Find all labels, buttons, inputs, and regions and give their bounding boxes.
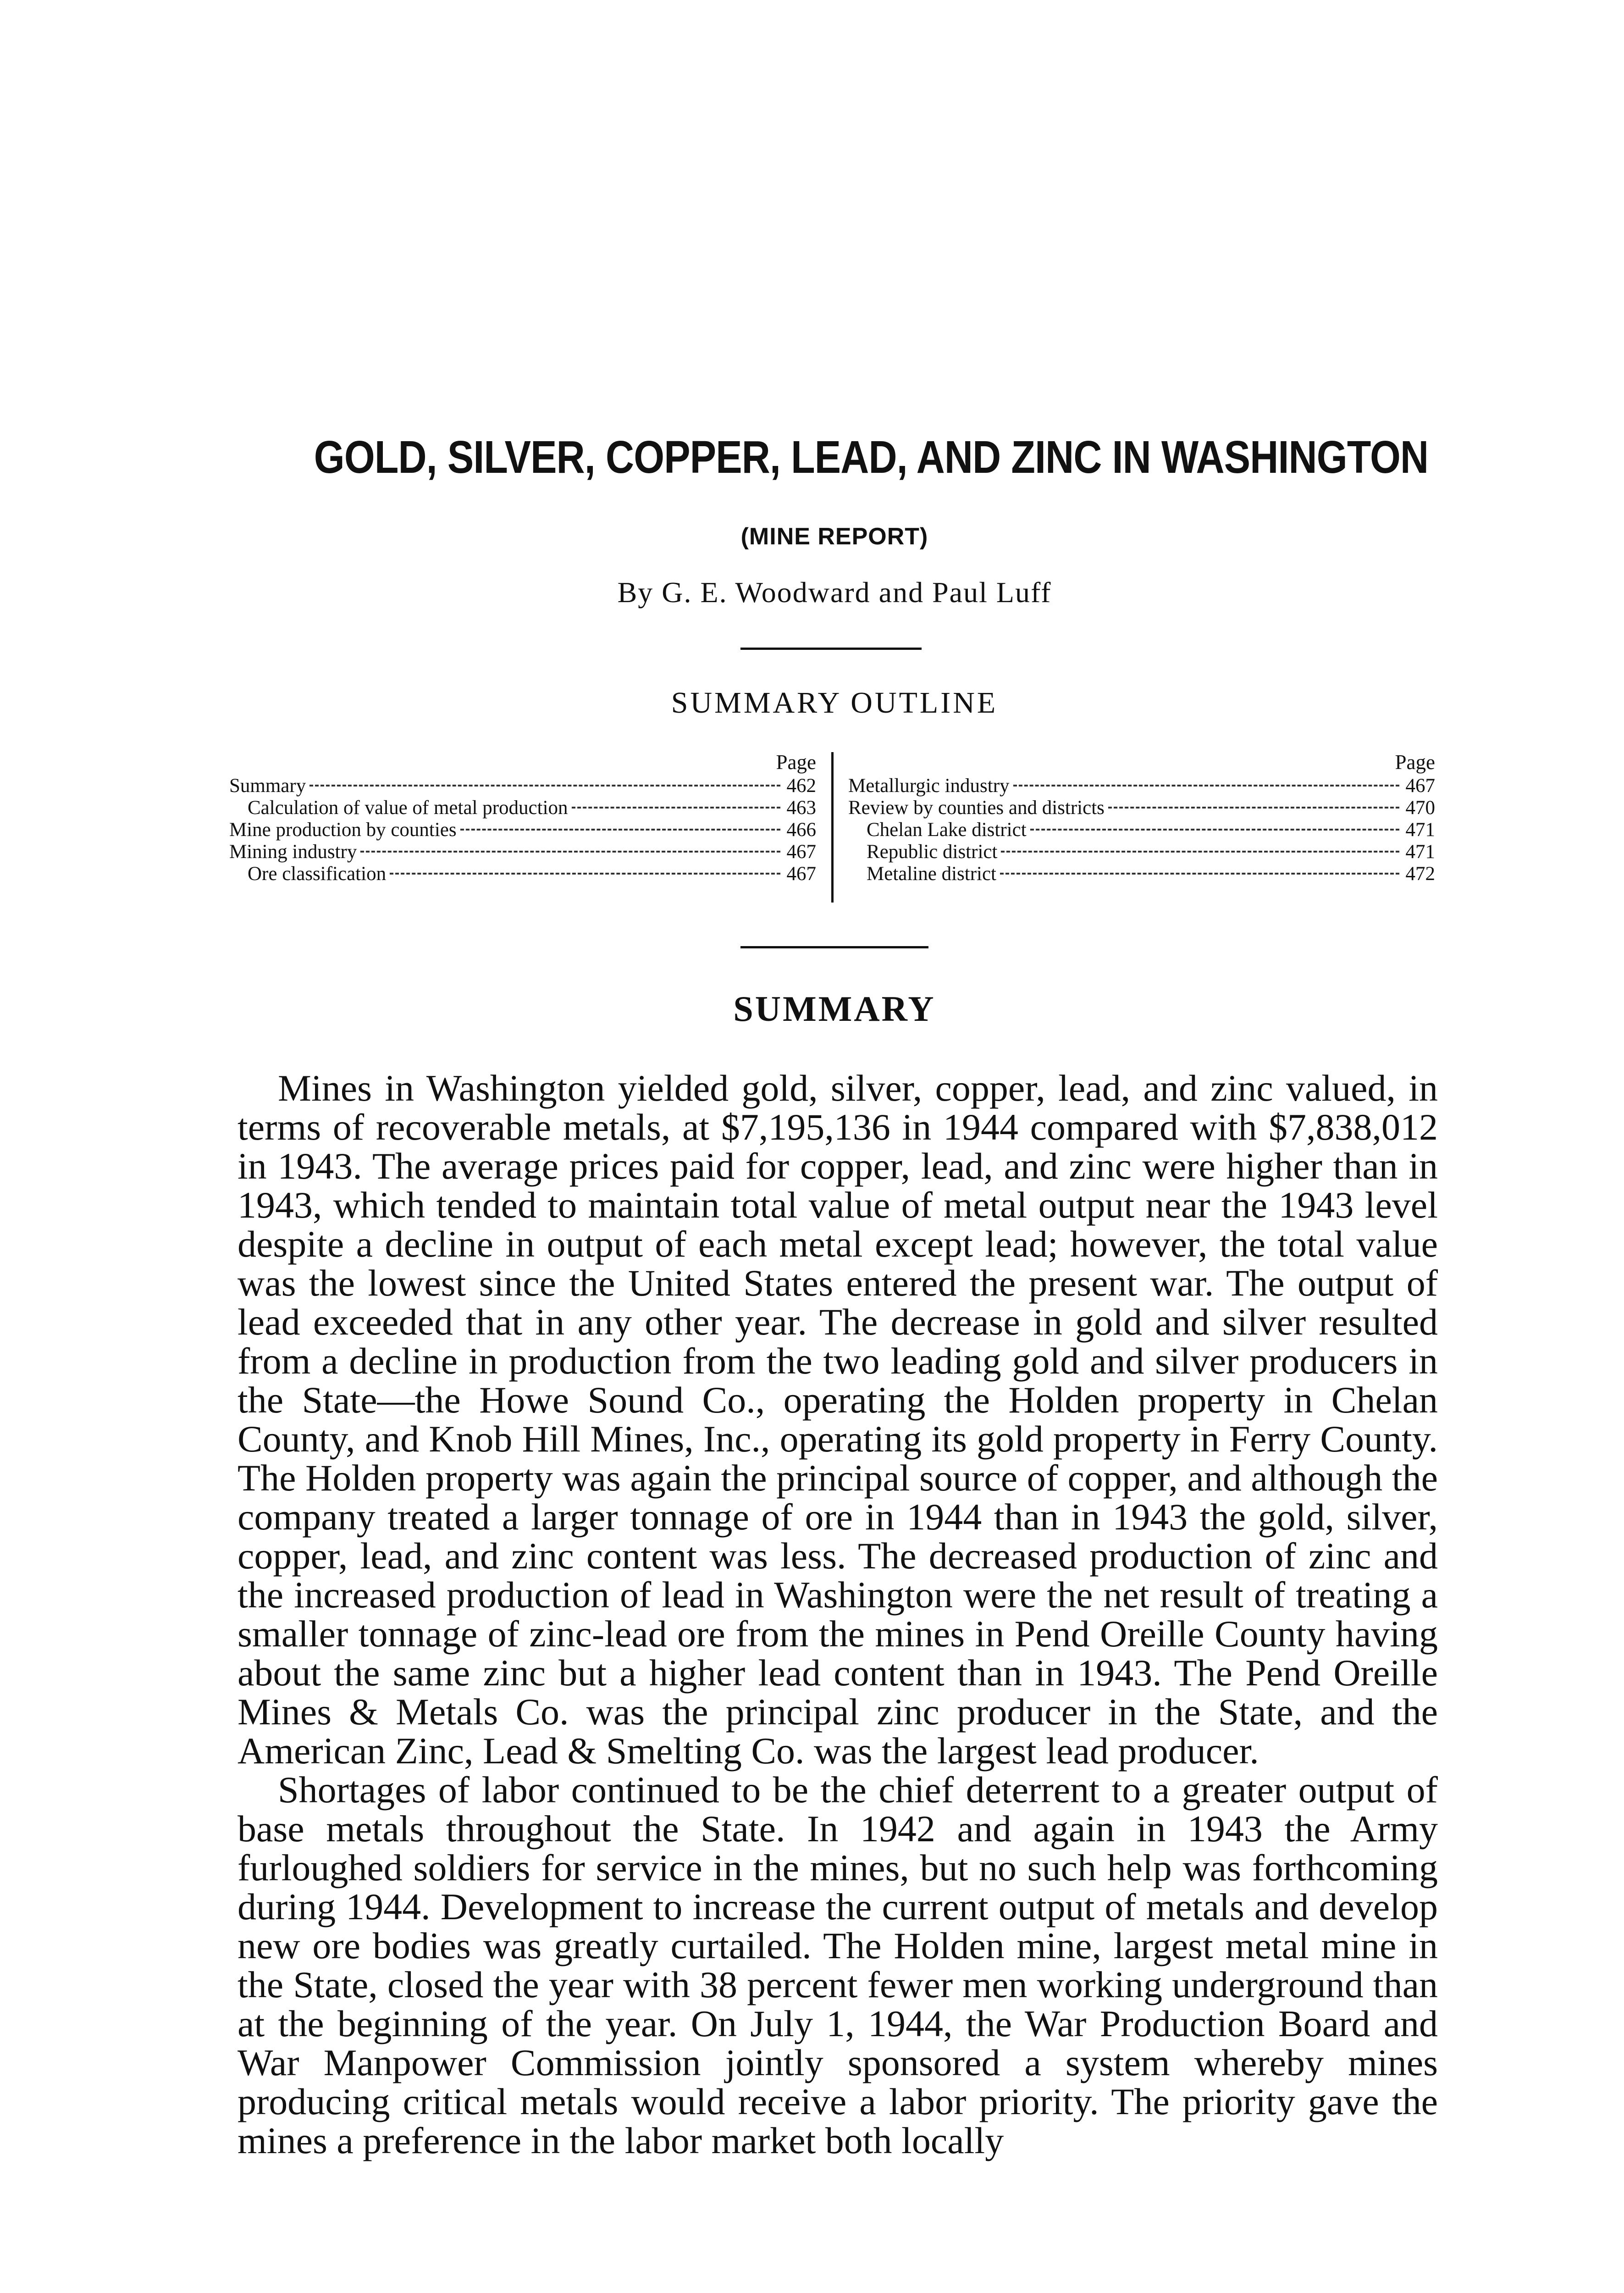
author-byline: By G. E. Woodward and Paul Luff — [617, 576, 1052, 609]
toc-entry-page: 463 — [786, 797, 816, 819]
toc-entry-page: 467 — [786, 863, 816, 885]
toc-leader-dots — [1030, 829, 1399, 831]
toc-leader-dots — [1000, 873, 1399, 875]
toc-entry — [848, 841, 1435, 863]
toc-entry — [229, 841, 816, 863]
toc-entry — [229, 797, 816, 819]
toc-entry-label: Review by counties and districts — [848, 797, 1105, 819]
toc-entry — [848, 863, 1435, 885]
toc-entry-label: Metaline district — [867, 863, 997, 885]
toc-entry-label: Mining industry — [229, 841, 357, 863]
document-subtitle: (MINE REPORT) — [740, 523, 928, 550]
toc-entry — [229, 863, 816, 885]
toc-page-label: Page — [1395, 751, 1435, 774]
toc-leader-dots — [360, 851, 780, 853]
toc-entry-label: Ore classification — [248, 863, 387, 885]
toc-right-column — [848, 751, 1435, 885]
toc-leader-dots — [390, 873, 780, 875]
toc-leader-dots — [1001, 851, 1399, 853]
toc-entry-page: 470 — [1405, 797, 1435, 819]
toc-left-column — [229, 751, 816, 885]
toc-entry — [848, 819, 1435, 841]
document-title: GOLD, SILVER, COPPER, LEAD, AND ZINC IN WASHINGTON — [314, 432, 1429, 483]
toc-page-label: Page — [776, 751, 816, 774]
toc-leader-dots — [309, 785, 780, 786]
toc-entry-page: 467 — [786, 841, 816, 863]
toc-entry — [229, 775, 816, 797]
paragraph: Mines in Washington yielded gold, silver, copper, lead, and zinc valued, in terms of recoverable metals, at $7,195,136 in 1944 compared with $7,838,012 in 1943. The average prices paid for copper, lead, and zinc were higher than in 1943, which tended to maintain total value of metal output near the 1943 level despite a decline in output of each metal except lead; however, the total value was the lowest since the United States entered the present war. The output of lead exceeded that in any other year. The decrease in gold and silver resulted from a decline in production from the two leading gold and silver producers in the State—the Howe Sound Co., operating the Holden property in Chelan County, and Knob Hill Mines, Inc., operating its gold property in Ferry County. The Holden property was again the principal source of copper, and although the company treated a larger tonnage of ore in 1944 than in 1943 the gold, silver, copper, lead, and zinc content was less. The decreased production of zinc and the increased production of lead in Washington were the net result of treating a smaller tonnage of zinc-lead ore from the mines in Pend Oreille County having about the same zinc but a higher lead content than in 1943. The Pend Oreille Mines & Metals Co. was the principal zinc producer in the State, and the American Zinc, Lead & Smelting Co. was the largest lead producer. — [238, 1067, 1438, 1772]
divider-rule — [740, 946, 928, 948]
toc-entry — [848, 797, 1435, 819]
toc-entry-label: Calculation of value of metal production — [248, 797, 568, 819]
toc-entry-label: Chelan Lake district — [867, 819, 1027, 841]
toc-entry-label: Metallurgic industry — [848, 775, 1010, 797]
toc-entry-page: 466 — [786, 819, 816, 841]
divider-rule — [740, 648, 922, 650]
toc-leader-dots — [1108, 807, 1399, 809]
section-heading: SUMMARY — [733, 989, 936, 1029]
body-text — [238, 1069, 1438, 2160]
toc-entry-page: 467 — [1405, 775, 1435, 797]
outline-heading: SUMMARY OUTLINE — [671, 686, 998, 720]
paragraph: Shortages of labor continued to be the chief deterrent to a greater output of base metals throughout the State. In 1942 and again in 1943 the Army furloughed soldiers for service in the mines, but no such help was forthcoming during 1944. Development to increase the current output of metals and develop new ore bodies was greatly curtailed. The Holden mine, largest metal mine in the State, closed the year with 38 percent fewer men working underground than at the beginning of the year. On July 1, 1944, the War Production Board and War Manpower Commission jointly sponsored a system whereby mines producing critical metals would receive a labor priority. The priority gave the mines a preference in the labor market both locally — [238, 1769, 1438, 2161]
toc-column-divider — [831, 752, 834, 903]
toc-entry — [229, 819, 816, 841]
toc-entry-page: 472 — [1405, 863, 1435, 885]
toc-leader-dots — [460, 829, 780, 831]
toc-entry-page: 471 — [1405, 841, 1435, 863]
toc-leader-dots — [572, 807, 780, 809]
toc-entry-label: Summary — [229, 775, 306, 797]
toc-entry-label: Republic district — [867, 841, 998, 863]
toc-leader-dots — [1013, 785, 1399, 786]
toc-entry-page: 471 — [1405, 819, 1435, 841]
toc-entry — [848, 775, 1435, 797]
toc-entry-page: 462 — [786, 775, 816, 797]
toc-entry-label: Mine production by counties — [229, 819, 457, 841]
